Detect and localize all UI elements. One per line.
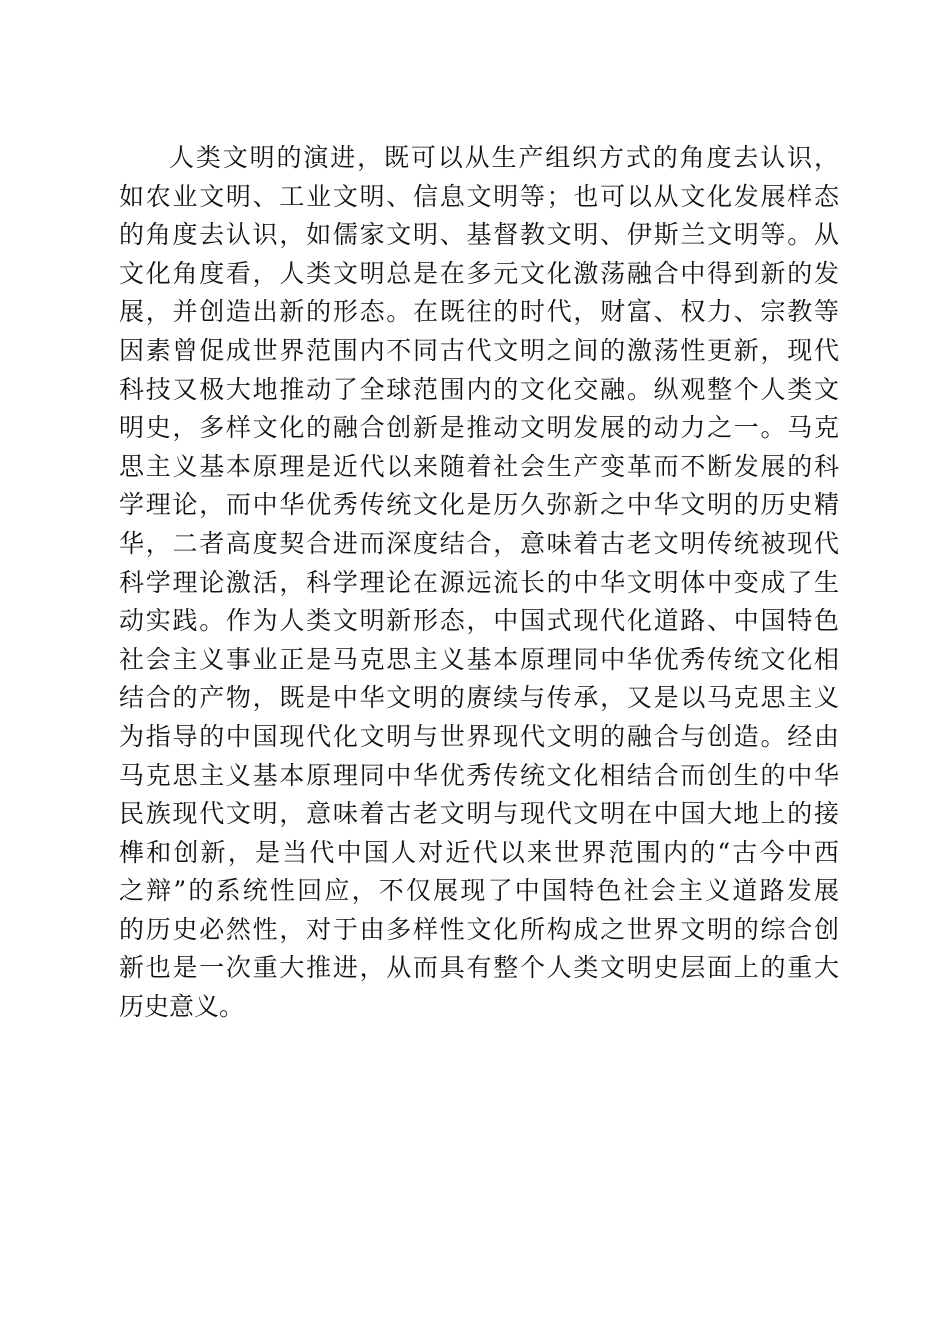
paragraph-line: 的角度去认识，如儒家文明、基督教文明、伊斯兰文明等。从 <box>119 220 839 250</box>
paragraph-line: 结合的产物，既是中华文明的赓续与传承，又是以马克思主义 <box>119 683 839 713</box>
paragraph-line: 马克思主义基本原理同中华优秀传统文化相结合而创生的中华 <box>119 760 839 790</box>
paragraph-line: 之辩”的系统性回应，不仅展现了中国特色社会主义道路发展 <box>119 876 839 906</box>
paragraph-line: 科学理论激活，科学理论在源远流长的中华文明体中变成了生 <box>119 567 839 597</box>
paragraph-line: 科技又极大地推动了全球范围内的文化交融。纵观整个人类文 <box>119 374 839 404</box>
paragraph-line: 学理论，而中华优秀传统文化是历久弥新之中华文明的历史精 <box>119 490 839 520</box>
paragraph-line: 的历史必然性，对于由多样性文化所构成之世界文明的综合创 <box>119 914 839 944</box>
paragraph-line: 动实践。作为人类文明新形态，中国式现代化道路、中国特色 <box>119 606 839 636</box>
body-paragraph <box>119 139 839 1027</box>
paragraph-line: 为指导的中国现代化文明与世界现代文明的融合与创造。经由 <box>119 721 839 751</box>
paragraph-line: 民族现代文明，意味着古老文明与现代文明在中国大地上的接 <box>119 799 839 829</box>
paragraph-line: 明史，多样文化的融合创新是推动文明发展的动力之一。马克 <box>119 413 839 443</box>
paragraph-line: 华，二者高度契合进而深度结合，意味着古老文明传统被现代 <box>119 528 839 558</box>
paragraph-line: 思主义基本原理是近代以来随着社会生产变革而不断发展的科 <box>119 451 839 481</box>
paragraph-line: 社会主义事业正是马克思主义基本原理同中华优秀传统文化相 <box>119 644 839 674</box>
paragraph-line: 因素曾促成世界范围内不同古代文明之间的激荡性更新，现代 <box>119 335 839 365</box>
paragraph-line: 文化角度看，人类文明总是在多元文化激荡融合中得到新的发 <box>119 258 839 288</box>
paragraph-line: 新也是一次重大推进，从而具有整个人类文明史层面上的重大 <box>119 953 839 983</box>
paragraph-line: 如农业文明、工业文明、信息文明等；也可以从文化发展样态 <box>119 181 839 211</box>
paragraph-line: 展，并创造出新的形态。在既往的时代，财富、权力、宗教等 <box>119 297 839 327</box>
paragraph-line: 榫和创新，是当代中国人对近代以来世界范围内的“古今中西 <box>119 837 839 867</box>
paragraph-line: 人类文明的演进，既可以从生产组织方式的角度去认识， <box>169 143 839 172</box>
paragraph-line: 历史意义。 <box>119 992 245 1022</box>
